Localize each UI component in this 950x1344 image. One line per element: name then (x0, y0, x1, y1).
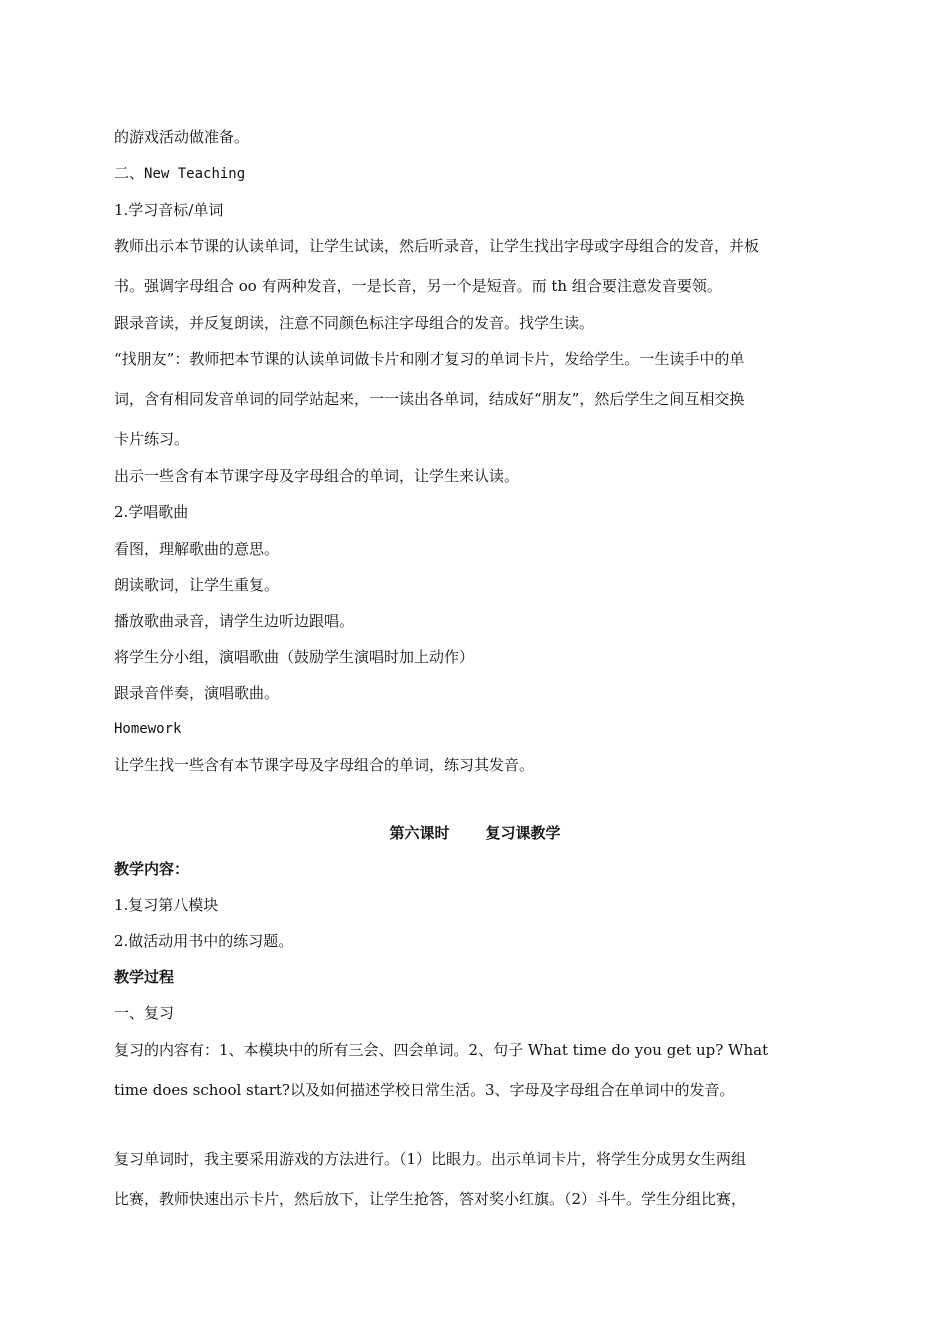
paragraph-line: 跟录音伴奏，演唱歌曲。 (114, 684, 280, 702)
paragraph-line: 跟录音读，并反复朗读，注意不同颜色标注字母组合的发音。找学生读。 (114, 314, 595, 332)
section-heading-new-teaching (114, 163, 245, 184)
lesson-number: 第六课时 (389, 824, 450, 842)
paragraph-line: 1.复习第八模块 (114, 896, 219, 914)
paragraph-line: 播放歌曲录音，请学生边听边跟唱。 (114, 612, 355, 630)
paragraph-line: 书。强调字母组合 oo 有两种发音，一是长音，另一个是短音。而 th 组合要注意发音要领。 (114, 277, 722, 295)
paragraph-line: 卡片练习。 (114, 430, 190, 448)
heading-prefix: 二、 (114, 164, 145, 182)
section-heading-process: 教学过程 (114, 968, 175, 986)
paragraph-line: 教师出示本节课的认读单词，让学生试读，然后听录音，让学生找出字母或字母组合的发音，并板 (114, 237, 760, 255)
paragraph-line: 复习的内容有：1、本模块中的所有三会、四会单词。2、句子 What time do you get up? What (114, 1041, 769, 1059)
subheading-phonics: 1.学习音标/单词 (114, 201, 224, 219)
paragraph-line: 出示一些含有本节课字母及字母组合的单词，让学生来认读。 (114, 467, 520, 485)
paragraph-line: 的游戏活动做准备。 (114, 128, 250, 146)
paragraph-line: “找朋友”：教师把本节课的认读单词做卡片和刚才复习的单词卡片，发给学生。一生读手中的单 (114, 350, 745, 368)
heading-text: New Teaching (144, 166, 246, 182)
section-heading-content: 教学内容： (114, 860, 190, 878)
lesson-title (0, 823, 950, 843)
paragraph-line: 比赛，教师快速出示卡片，然后放下，让学生抢答，答对奖小红旗。（2）斗牛。学生分组比赛， (114, 1190, 747, 1208)
lesson-topic: 复习课教学 (485, 824, 561, 842)
paragraph-line: 词，含有相同发音单词的同学站起来，一一读出各单词，结成好“朋友”，然后学生之间互相交换 (114, 390, 745, 408)
paragraph-line: 复习单词时，我主要采用游戏的方法进行。（1）比眼力。出示单词卡片，将学生分成男女生两组 (114, 1150, 747, 1168)
paragraph-line: 朗读歌词，让学生重复。 (114, 576, 280, 594)
paragraph-line: 2.做活动用书中的练习题。 (114, 932, 294, 950)
subheading-review: 一、复习 (114, 1004, 175, 1022)
paragraph-line: time does school start?以及如何描述学校日常生活。3、字母及字母组合在单词中的发音。 (114, 1081, 735, 1099)
paragraph-line: 将学生分小组，演唱歌曲（鼓励学生演唱时加上动作） (114, 648, 475, 666)
paragraph-line: 让学生找一些含有本节课字母及字母组合的单词，练习其发音。 (114, 756, 535, 774)
paragraph-line: 看图，理解歌曲的意思。 (114, 540, 280, 558)
subheading-song: 2.学唱歌曲 (114, 503, 189, 521)
homework-heading: Homework (114, 721, 182, 737)
